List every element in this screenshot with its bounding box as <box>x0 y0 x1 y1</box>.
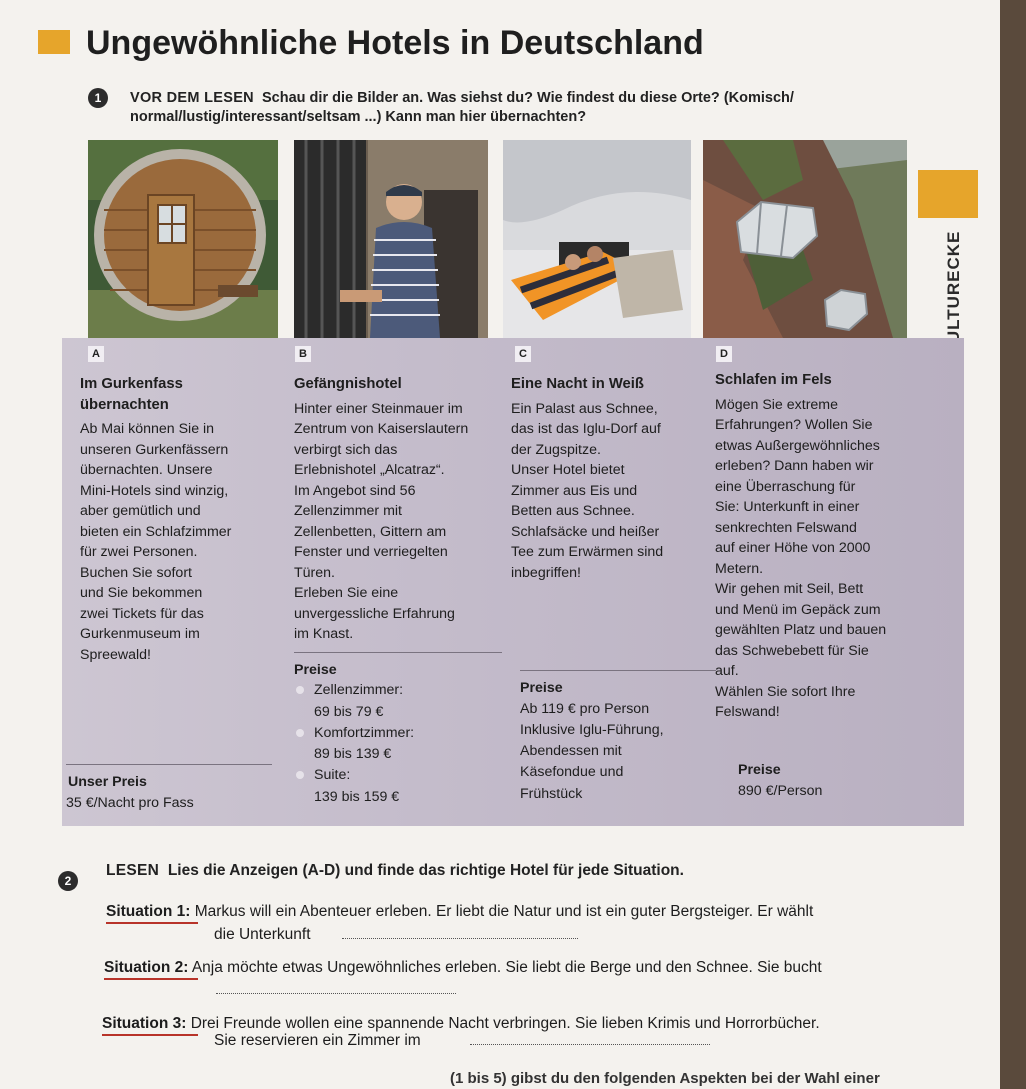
ad-d-price-label: Preise <box>738 762 781 778</box>
ad-c-divider <box>520 670 716 671</box>
ad-b-line: Erlebnishotel „Alcatraz“. <box>294 462 445 478</box>
ad-d-price: 890 €/Person <box>738 783 823 799</box>
page-title: Ungewöhnliche Hotels in Deutschland <box>86 24 704 62</box>
ad-a-line: übernachten. Unsere <box>80 462 213 478</box>
ad-d-line: erleben? Dann haben wir <box>715 458 874 474</box>
ad-d-line: eine Überraschung für <box>715 478 856 495</box>
task1-line1: Schau dir die Bilder an. Was siehst du? Wie findest du diese Orte? (Komisch/ <box>262 90 794 106</box>
ad-b-line: Zellenbetten, Gittern am <box>294 523 447 540</box>
ad-d-line: Mögen Sie extreme <box>715 396 839 413</box>
ad-b-heading: Gefängnishotel <box>294 376 402 392</box>
ad-a-line: Buchen Sie sofort <box>80 564 192 581</box>
ad-c-price-line: Käsefondue und <box>520 764 624 780</box>
situation-3-label: Situation 3: <box>102 1015 187 1032</box>
ad-a-line: für zwei Personen. <box>80 544 198 560</box>
ad-c-line: Unser Hotel bietet <box>511 462 625 478</box>
ad-d-line: und Menü im Gepäck zum <box>715 601 881 618</box>
situation-3 <box>102 1014 820 1034</box>
ad-d-line: Wählen Sie sofort Ihre <box>715 683 856 700</box>
task2-instruction <box>106 861 684 880</box>
ad-b-price-item: Zellenzimmer: <box>314 682 404 698</box>
ad-c-price-line: Ab 119 € pro Person <box>520 701 650 717</box>
ad-a-price-label: Unser Preis <box>68 774 147 790</box>
ad-a-line: Mini-Hotels sind winzig, <box>80 482 229 499</box>
ad-d-line: etwas Außergewöhnliches <box>715 437 880 454</box>
ad-d-line: gewählten Platz und bauen <box>715 622 887 638</box>
ad-b-line: Türen. <box>294 564 336 581</box>
ad-b <box>294 374 506 645</box>
photo-c-igloo-bed <box>503 140 691 338</box>
ad-c-price-label: Preise <box>520 680 563 696</box>
photo-letter-d: D <box>716 346 732 362</box>
title-marker <box>38 30 70 54</box>
situation-2 <box>104 958 822 978</box>
ad-b-price-item: Komfortzimmer: <box>314 725 415 741</box>
ad-d-line: senkrechten Felswand <box>715 519 857 536</box>
situation-1-answer-blank[interactable] <box>342 937 578 939</box>
photo-letter-c: C <box>515 346 531 362</box>
ad-b-line: Fenster und verriegelten <box>294 544 448 560</box>
photo-letter-b: B <box>295 346 311 362</box>
ad-a-heading1: Im Gurkenfass <box>80 376 183 392</box>
situation-1-text: Markus will ein Abenteuer erleben. Er liebt die Natur und ist ein guter Bergsteiger. Er wählt <box>194 903 814 920</box>
ad-b-line: Im Angebot sind 56 <box>294 482 416 499</box>
ad-c-price-line: Inklusive Iglu-Führung, <box>520 722 664 738</box>
task-number-2: 2 <box>58 871 78 891</box>
situation-2-label: Situation 2: <box>104 959 189 976</box>
ad-c-price-line: Abendessen mit <box>520 743 622 759</box>
task1-instruction <box>130 89 794 108</box>
ad-a-line: Ab Mai können Sie in <box>80 421 215 437</box>
ad-b-price-value: 69 bis 79 € <box>314 704 384 720</box>
photo-d-cliff-pod <box>703 140 907 338</box>
ad-d-line: Felswand! <box>715 704 780 720</box>
ad-c-line: Schlafsäcke und heißer <box>511 523 660 540</box>
ad-b-line: verbirgt sich das <box>294 441 398 458</box>
situation-3-text: Drei Freunde wollen eine spannende Nacht verbringen. Sie lieben Krimis und Horrorbücher. <box>190 1015 820 1032</box>
ad-d <box>715 370 920 723</box>
task-number-1: 1 <box>88 88 108 108</box>
ad-c-line: Zimmer aus Eis und <box>511 482 638 499</box>
ad-b-line: Erleben Sie eine <box>294 585 399 601</box>
ad-c-line: Ein Palast aus Schnee, <box>511 400 658 417</box>
situation-3-underline <box>102 1034 198 1036</box>
photo-b-prison-cell <box>294 140 488 338</box>
ad-d-line: das Schwebebett für Sie <box>715 642 869 659</box>
ad-c-line: inbegriffen! <box>511 564 581 581</box>
ad-a-line: zwei Tickets für das <box>80 605 204 622</box>
ad-b-bullet <box>296 686 304 694</box>
ad-c-line: das ist das Iglu-Dorf auf <box>511 421 661 437</box>
chapter-tab-marker <box>918 170 978 218</box>
ad-a-line: unseren Gurkenfässern <box>80 441 229 458</box>
ad-c-line: Betten aus Schnee. <box>511 503 635 519</box>
ad-c-line: der Zugspitze. <box>511 441 601 458</box>
situation-2-answer-blank[interactable] <box>216 992 456 994</box>
situation-2-text: Anja möchte etwas Ungewöhnliches erleben. Sie liebt die Berge und den Schnee. Sie bucht <box>191 959 822 976</box>
situation-1-label: Situation 1: <box>106 903 191 920</box>
ad-b-bullet <box>296 729 304 737</box>
situation-3-text2: Sie reservieren ein Zimmer im <box>214 1032 421 1049</box>
ad-a-price: 35 €/Nacht pro Fass <box>66 795 194 811</box>
situation-1-underline <box>106 922 198 924</box>
ad-d-line: Sie: Unterkunft in einer <box>715 499 860 515</box>
ad-c <box>511 374 711 583</box>
ad-b-line: im Knast. <box>294 626 354 642</box>
ad-c-heading: Eine Nacht in Weiß <box>511 376 644 392</box>
ad-b-line: unvergessliche Erfahrung <box>294 605 455 622</box>
task2-instruction-text: Lies die Anzeigen (A-D) und finde das richtige Hotel für jede Situation. <box>167 862 684 879</box>
ad-b-bullet <box>296 771 304 779</box>
task2-keyword: LESEN <box>106 862 160 879</box>
task1-keyword: VOR DEM LESEN <box>130 90 254 106</box>
ad-d-line: Metern. <box>715 560 764 577</box>
ad-d-line: auf. <box>715 663 739 679</box>
ad-b-line: Zentrum von Kaiserslautern <box>294 421 469 437</box>
situation-1-text2: die Unterkunft <box>214 926 311 943</box>
ad-a <box>80 374 285 665</box>
ad-d-heading: Schlafen im Fels <box>715 372 832 388</box>
situation-3-answer-blank[interactable] <box>470 1043 710 1045</box>
ad-d-line: Erfahrungen? Wollen Sie <box>715 417 873 433</box>
ad-a-divider <box>66 764 272 765</box>
ad-a-line: bieten ein Schlafzimmer <box>80 523 232 540</box>
ad-a-line: aber gemütlich und <box>80 503 201 519</box>
ad-d-line: Wir gehen mit Seil, Bett <box>715 581 864 597</box>
ad-b-price-item: Suite: <box>314 767 351 783</box>
situation-1 <box>106 902 813 922</box>
ad-c-price-line: Frühstück <box>520 786 583 802</box>
photo-a-barrel-hut <box>88 140 278 338</box>
ad-b-price-value: 139 bis 159 € <box>314 789 400 805</box>
ad-c-line: Tee zum Erwärmen sind <box>511 544 664 560</box>
ad-b-divider <box>294 652 502 653</box>
ad-a-line: Spreewald! <box>80 646 151 663</box>
cut-off-line: (1 bis 5) gibst du den folgenden Aspekten bei der Wahl einer <box>450 1070 880 1087</box>
ad-d-line: auf einer Höhe von 2000 <box>715 540 871 556</box>
ad-a-line: und Sie bekommen <box>80 585 203 601</box>
ad-b-line: Zellenzimmer mit <box>294 503 402 519</box>
ad-b-price-label: Preise <box>294 662 337 678</box>
task1-line2: normal/lustig/interessant/seltsam ...) Kann man hier übernachten? <box>130 109 587 125</box>
ad-b-price-value: 89 bis 139 € <box>314 746 392 762</box>
ad-b-line: Hinter einer Steinmauer im <box>294 400 463 417</box>
situation-2-underline <box>104 978 198 980</box>
ad-a-heading2: übernachten <box>80 396 169 413</box>
ad-a-line: Gurkenmuseum im <box>80 626 200 642</box>
photo-letter-a: A <box>88 346 104 362</box>
